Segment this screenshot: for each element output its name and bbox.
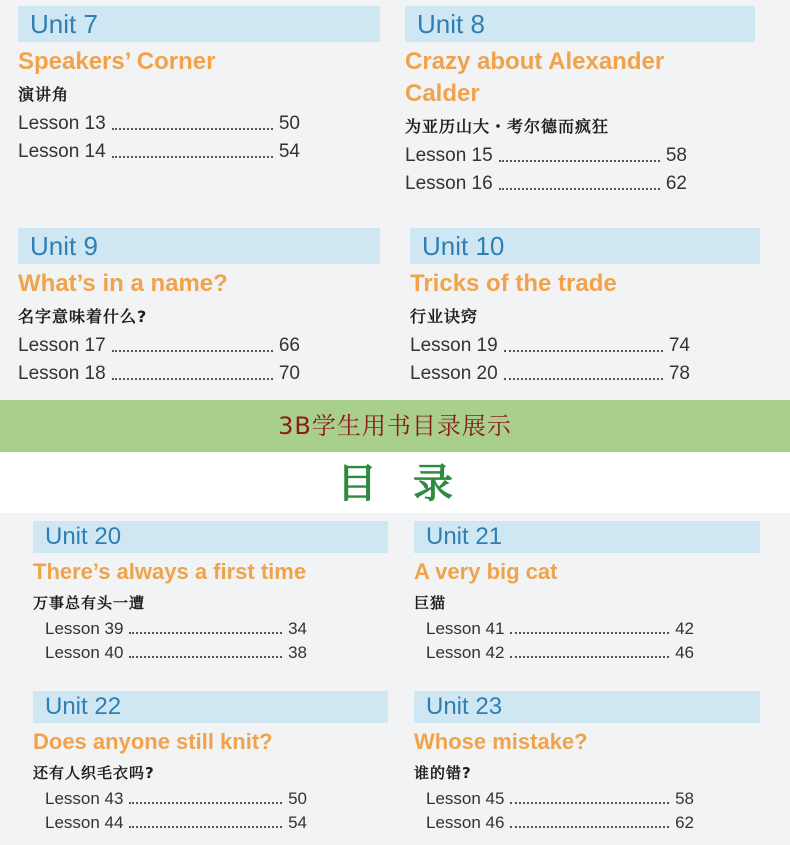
unit-title: There’s always a first time — [33, 559, 307, 584]
unit-number: Unit 21 — [414, 521, 760, 553]
lesson-row — [426, 811, 694, 835]
lesson-page: 66 — [278, 335, 300, 356]
lesson-name: Lesson 14 — [18, 141, 106, 162]
unit-number: Unit 20 — [33, 521, 388, 553]
unit-chinese-title: 行业诀窍 — [410, 307, 479, 326]
lesson-list — [45, 617, 307, 665]
unit-chinese-title: 演讲角 — [18, 85, 70, 104]
lesson-page: 50 — [288, 789, 307, 808]
lesson-name: Lesson 41 — [426, 619, 505, 638]
top-contents-panel — [0, 0, 790, 400]
bottom-contents-panel — [0, 513, 790, 845]
lesson-list — [18, 110, 300, 166]
dot-leader — [510, 825, 669, 828]
lesson-list — [405, 142, 687, 198]
lesson-row — [405, 142, 687, 170]
dot-leader — [112, 127, 273, 130]
lesson-row — [426, 641, 694, 665]
lesson-list — [426, 787, 694, 835]
lesson-name: Lesson 13 — [18, 113, 106, 134]
lesson-row — [410, 360, 690, 388]
unit-title: Tricks of the trade — [410, 270, 617, 297]
dot-leader — [504, 377, 663, 380]
lesson-name: Lesson 44 — [45, 813, 124, 832]
unit-chinese-title: 还有人织毛衣吗? — [33, 764, 155, 782]
lesson-row — [45, 787, 307, 811]
lesson-page: 54 — [288, 813, 307, 832]
lesson-page: 42 — [675, 619, 694, 638]
lesson-list — [426, 617, 694, 665]
unit-card — [18, 6, 380, 166]
unit-number: Unit 22 — [33, 691, 388, 723]
unit-chinese-title: 名字意味着什么? — [18, 307, 148, 326]
unit-title-line-1: Crazy about Alexander — [405, 48, 665, 75]
lesson-name: Lesson 42 — [426, 643, 505, 662]
unit-title-line-2: Calder — [405, 80, 480, 107]
lesson-row — [410, 332, 690, 360]
unit-number: Unit 8 — [405, 6, 755, 42]
lesson-name: Lesson 18 — [18, 363, 106, 384]
unit-number: Unit 9 — [18, 228, 380, 264]
lesson-row — [45, 641, 307, 665]
dot-leader — [510, 801, 669, 804]
lesson-page: 62 — [665, 173, 687, 194]
unit-title: Does anyone still knit? — [33, 729, 273, 754]
lesson-name: Lesson 17 — [18, 335, 106, 356]
unit-card — [33, 691, 388, 835]
unit-card — [405, 6, 755, 198]
lesson-name: Lesson 45 — [426, 789, 505, 808]
contents-heading: 目录 — [337, 461, 489, 507]
unit-title: What’s in a name? — [18, 270, 228, 297]
unit-chinese-title: 巨猫 — [414, 594, 447, 612]
lesson-row — [18, 138, 300, 166]
lesson-page: 46 — [675, 643, 694, 662]
lesson-page: 78 — [668, 363, 690, 384]
dot-leader — [129, 801, 282, 804]
unit-number: Unit 7 — [18, 6, 380, 42]
lesson-page: 34 — [288, 619, 307, 638]
unit-card — [414, 691, 760, 835]
lesson-page: 54 — [278, 141, 300, 162]
lesson-row — [45, 617, 307, 641]
caption-banner: 3B学生用书目录展示 — [0, 400, 790, 452]
lesson-row — [18, 110, 300, 138]
lesson-list — [410, 332, 690, 388]
lesson-name: Lesson 43 — [45, 789, 124, 808]
unit-card — [18, 228, 380, 388]
dot-leader — [129, 825, 282, 828]
unit-title: Speakers’ Corner — [18, 48, 216, 75]
unit-chinese-title: 万事总有头一遭 — [33, 594, 146, 612]
lesson-list — [18, 332, 300, 388]
unit-card — [410, 228, 760, 388]
lesson-name: Lesson 40 — [45, 643, 124, 662]
lesson-row — [426, 617, 694, 641]
lesson-name: Lesson 20 — [410, 363, 498, 384]
lesson-name: Lesson 46 — [426, 813, 505, 832]
lesson-row — [405, 170, 687, 198]
dot-leader — [129, 655, 282, 658]
lesson-row — [18, 332, 300, 360]
unit-title: Whose mistake? — [414, 729, 588, 754]
lesson-name: Lesson 15 — [405, 145, 493, 166]
dot-leader — [510, 655, 669, 658]
lesson-row — [45, 811, 307, 835]
dot-leader — [504, 349, 663, 352]
lesson-name: Lesson 19 — [410, 335, 498, 356]
lesson-name: Lesson 16 — [405, 173, 493, 194]
unit-number: Unit 23 — [414, 691, 760, 723]
lesson-page: 58 — [665, 145, 687, 166]
dot-leader — [112, 349, 273, 352]
dot-leader — [510, 631, 669, 634]
dot-leader — [112, 377, 273, 380]
lesson-page: 50 — [278, 113, 300, 134]
lesson-page: 38 — [288, 643, 307, 662]
lesson-page: 58 — [675, 789, 694, 808]
dot-leader — [499, 159, 660, 162]
unit-chinese-title: 谁的错? — [414, 764, 472, 782]
unit-chinese-title: 为亚历山大・考尔德而疯狂 — [405, 117, 610, 136]
lesson-page: 70 — [278, 363, 300, 384]
lesson-row — [18, 360, 300, 388]
lesson-row — [426, 787, 694, 811]
dot-leader — [499, 187, 660, 190]
lesson-page: 74 — [668, 335, 690, 356]
dot-leader — [112, 155, 273, 158]
unit-card — [33, 521, 388, 665]
unit-title: A very big cat — [414, 559, 558, 584]
lesson-name: Lesson 39 — [45, 619, 124, 638]
lesson-page: 62 — [675, 813, 694, 832]
unit-card — [414, 521, 760, 665]
lesson-list — [45, 787, 307, 835]
dot-leader — [129, 631, 282, 634]
unit-number: Unit 10 — [410, 228, 760, 264]
